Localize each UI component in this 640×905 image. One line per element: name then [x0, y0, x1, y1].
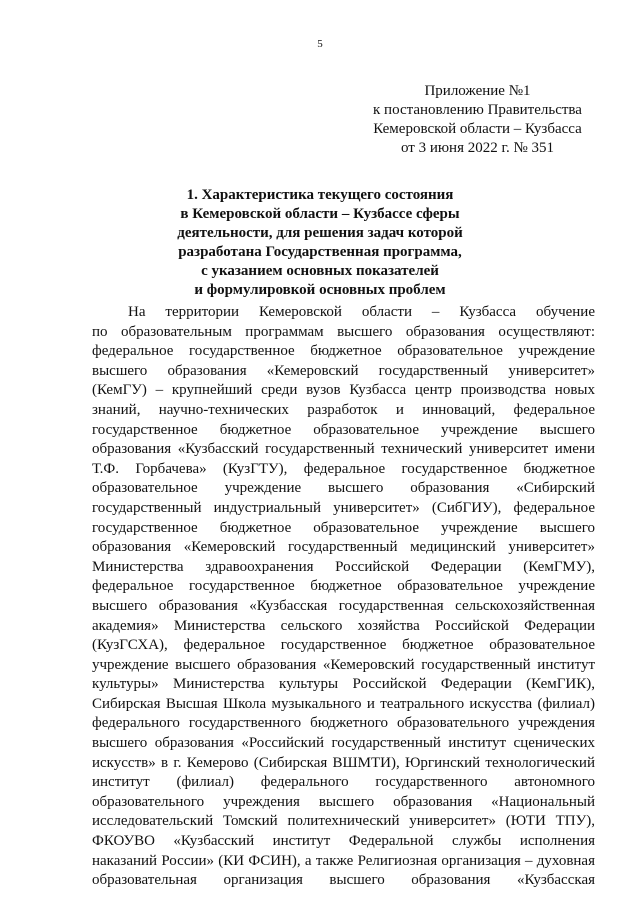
body-line: государственный индустриальный университет» (СибГИУ), федеральное	[92, 499, 595, 516]
body-line: Министерства здравоохранения Российской Федерации (КемГМУ),	[92, 558, 595, 575]
body-line: наказаний России» (КИ ФСИН), а также Религиозная организация – духовная	[92, 852, 595, 869]
body-line: (КузГСХА), федеральное государственное бюджетное образовательное	[92, 637, 595, 654]
body-line: по образовательным программам высшего образования осуществляют:	[92, 323, 595, 340]
body-line: высшего образования «Российский государственный институт сценических	[92, 735, 595, 752]
heading-line: с указанием основных показателей	[201, 263, 439, 279]
body-line: образовательная организация высшего образования «Кузбасская	[92, 872, 595, 889]
body-paragraph	[92, 303, 595, 891]
heading-line: 1. Характеристика текущего состояния	[186, 187, 454, 203]
body-line: исследовательский Томский политехнический университет» (ЮТИ ТПУ),	[92, 813, 595, 830]
body-line: государственное бюджетное образовательное учреждение высшего	[92, 519, 595, 536]
body-line: (КемГУ) – крупнейший среди вузов Кузбасса центр производства новых	[92, 382, 595, 399]
body-line: знаний, научно-технических разработок и инноваций, федеральное	[92, 401, 595, 418]
appendix-line: к постановлению Правительства	[373, 102, 582, 118]
body-line: образования «Кемеровский государственный медицинский университет»	[92, 539, 595, 556]
body-line: Сибирская Высшая Школа музыкального и театрального искусства (филиал)	[92, 695, 595, 712]
page-number: 5	[317, 38, 323, 50]
body-line: высшего образования «Кузбасская государственная сельскохозяйственная	[92, 597, 595, 614]
body-line: институт (филиал) федерального государственного автономного	[92, 774, 595, 791]
body-line: ФКОУВО «Кузбасский институт Федеральной службы исполнения	[92, 833, 595, 850]
heading-line: и формулировкой основных проблем	[194, 282, 446, 298]
body-line: государственное бюджетное образовательное учреждение высшего	[92, 421, 595, 438]
heading-line: в Кемеровской области – Кузбассе сферы	[180, 206, 460, 222]
body-line: образования «Кузбасский государственный технический университет имени	[92, 441, 595, 458]
body-line: искусств» в г. Кемерово (Сибирская ВШМТИ), Юргинский технологический	[92, 754, 595, 771]
body-line: федерального государственного бюджетного образовательного учреждения	[92, 715, 595, 732]
body-line: культуры» Министерства культуры Российской Федерации (КемГИК),	[92, 676, 595, 693]
appendix-header	[360, 82, 595, 158]
body-line: образовательного учреждения высшего образования «Национальный	[92, 793, 595, 810]
appendix-line: от 3 июня 2022 г. № 351	[400, 140, 555, 156]
body-line: федеральное государственное бюджетное образовательное учреждение	[92, 343, 595, 360]
body-line: федеральное государственное бюджетное образовательное учреждение	[92, 578, 595, 595]
body-line: академия» Министерства сельского хозяйства Российской Федерации	[92, 617, 595, 634]
body-line: высшего образования «Кемеровский государственный университет»	[92, 362, 595, 379]
body-line: образовательное учреждение высшего образования «Сибирский	[92, 480, 595, 497]
heading-line: разработана Государственная программа,	[178, 244, 462, 260]
body-line: Т.Ф. Горбачева» (КузГТУ), федеральное государственное бюджетное	[92, 460, 595, 477]
section-heading	[150, 186, 490, 300]
appendix-line: Приложение №1	[424, 83, 531, 99]
body-line: На территории Кемеровской области – Кузбасса обучение	[128, 304, 595, 320]
appendix-line: Кемеровской области – Кузбасса	[373, 121, 582, 137]
body-line: учреждение высшего образования «Кемеровский государственный институт	[92, 656, 595, 673]
heading-line: деятельности, для решения задач которой	[177, 225, 463, 241]
